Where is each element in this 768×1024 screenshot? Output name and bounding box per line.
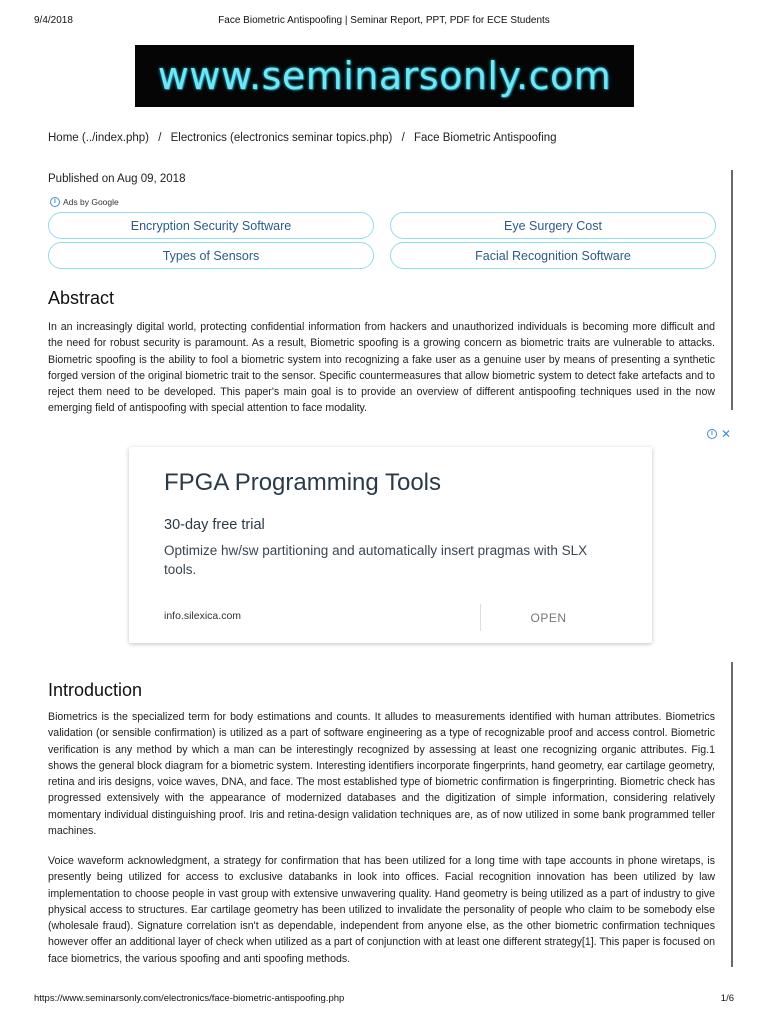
page-margin-line (731, 662, 733, 967)
introduction-paragraph-1: Biometrics is the specialized term for body estimations and counts. It alludes to measurements identified with human attributes. Biometrics validation (or sensible confirmation) is utilized as a part of software engineering as a type of recognizable proof and access control. Biometric verification is any method by which a man can be interestingly recognized by assessing at least one recognizing organic attributes. Fig.1 shows the general block diagram for a biometric system. Interesting identifiers incorporate fingerprints, hand geometry, ear cartilage geometry, retina and iris designs, voice waves, DNA, and face. The most established type of biometric confirmation is fingerprinting. Biometric check has progressed extensively with the appearance of modernized databases and the digitization of simple information, considering relatively momentary individual distinguishing proof. Iris and retina-design validation techniques are, as of now utilized in some bank programmed teller machines. (48, 711, 715, 838)
info-icon[interactable]: i (50, 197, 60, 207)
ad-open-button[interactable]: OPEN (530, 610, 567, 625)
print-title: Face Biometric Antispoofing | Seminar Report, PPT, PDF for ECE Students (218, 15, 550, 26)
abstract-heading: Abstract (48, 288, 115, 308)
ad-link-types-of-sensors[interactable]: Types of Sensors (48, 242, 374, 269)
breadcrumb-home[interactable]: Home (../index.php) (48, 132, 149, 144)
breadcrumb-electronics[interactable]: Electronics (electronics seminar topics.php) (170, 132, 393, 144)
breadcrumb-separator: / (158, 132, 162, 144)
ad-controls (707, 428, 731, 440)
breadcrumb-current: Face Biometric Antispoofing (414, 132, 557, 144)
footer-url: https://www.seminarsonly.com/electronics/face-biometric-antispoofing.php (34, 993, 345, 1004)
ad-title[interactable]: FPGA Programming Tools (164, 469, 441, 496)
footer-page-number: 1/6 (720, 993, 734, 1004)
site-logo-text: www.seminarsonly.com (157, 54, 612, 98)
introduction-heading: Introduction (48, 680, 143, 700)
ad-link-facial-recognition-software[interactable]: Facial Recognition Software (390, 242, 716, 269)
print-header (0, 15, 768, 29)
abstract-text: In an increasingly digital world, protecting confidential information from hackers and unauthorized individuals is becoming more difficult and the need for robust security is paramount. As a result, Biometric spoofing is a growing concern as biometric traits are vulnerable to attacks. Biometric spoofing is the ability to fool a biometric system into recognizing a fake user as a genuine user by means of presenting a synthetic forged version of the original biometric trait to the sensor. Specific countermeasures that allow biometric system to detect fake artefacts and to reject them need to be developed. This paper's main goal is to provide an overview of different antispoofing techniques used in the now emerging field of antispoofing with special attention to face modality. (48, 321, 715, 415)
display-ad[interactable] (129, 447, 652, 643)
published-date: Published on Aug 09, 2018 (48, 173, 186, 185)
ads-label-text: Ads by Google (63, 197, 119, 207)
close-icon[interactable]: ✕ (721, 427, 732, 441)
ads-by-google[interactable] (50, 197, 119, 207)
ad-domain[interactable]: info.silexica.com (164, 610, 242, 622)
ad-info-icon[interactable]: i (707, 429, 717, 439)
ad-subtitle: 30-day free trial (164, 517, 265, 533)
ad-link-eye-surgery-cost[interactable]: Eye Surgery Cost (390, 212, 716, 239)
print-footer (0, 993, 768, 1007)
page-margin-line (731, 170, 733, 410)
breadcrumb (48, 132, 557, 144)
introduction-paragraph-2: Voice waveform acknowledgment, a strategy for confirmation that has been utilized for a long time with tape accounts in phone wiretaps, is presently being utilized for access to exclusive databanks in look into offices. Facial recognition innovation has been utilized by law implementation to choose people in vast group with extensive unwavering quality. Hand geometry is being utilized as a part of industry to give physical access to structures. Ear cartilage geometry has been utilized to invalidate the personality of people who claim to be somebody else (wholesale fraud). Signature correlation isn't as dependable, independent from anyone else, as the other biometric confirmation techniques however offer an additional layer of check when utilized as a part of conjunction with at least one different strategy[1]. This paper is focused on face biometrics, the various spoofing and anti spoofing methods. (48, 855, 715, 965)
ad-description: Optimize hw/sw partitioning and automatically insert pragmas with SLX tools. (164, 543, 588, 577)
print-date: 9/4/2018 (34, 15, 73, 26)
site-banner[interactable] (135, 45, 634, 107)
ad-link-encryption-security-software[interactable]: Encryption Security Software (48, 212, 374, 239)
breadcrumb-separator: / (401, 132, 405, 144)
